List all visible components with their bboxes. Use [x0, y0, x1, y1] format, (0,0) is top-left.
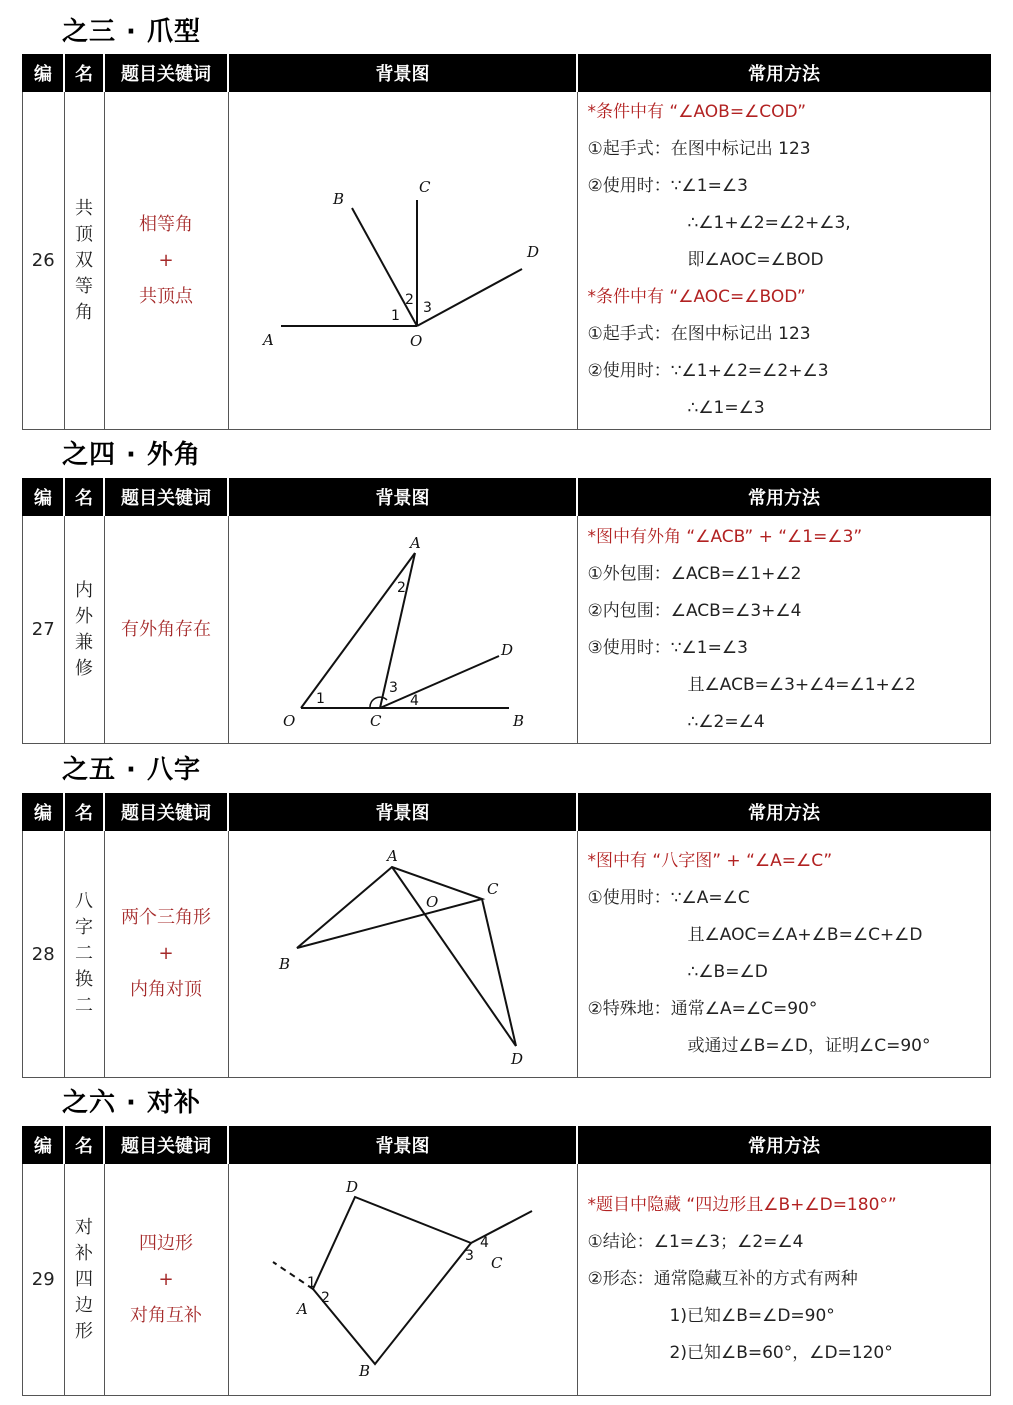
row-keywords: 相等角 + 共顶点 [104, 92, 228, 430]
header-keyword: 题目关键词 [104, 55, 228, 92]
header-method: 常用方法 [577, 55, 991, 92]
row-number: 28 [23, 831, 65, 1078]
exterior-angle-figure [229, 516, 576, 739]
header-keyword: 题目关键词 [104, 479, 228, 516]
method-table [22, 478, 991, 744]
table-header [23, 1127, 991, 1164]
figure-eight-figure [229, 831, 576, 1073]
cyclic-quadrilateral-figure [229, 1164, 576, 1391]
label-D: D [527, 243, 540, 261]
method-table [22, 1126, 991, 1396]
row-number: 27 [23, 516, 65, 744]
label-C: C [370, 712, 382, 730]
angle-3: 3 [465, 1248, 474, 1264]
row-name: 对 补 四 边 形 [64, 1164, 104, 1396]
header-num: 编 [23, 479, 65, 516]
table-header [23, 794, 991, 831]
header-num: 编 [23, 794, 65, 831]
header-method: 常用方法 [577, 794, 991, 831]
row-keywords: 有外角存在 [104, 516, 228, 744]
row-name: 八 字 二 换 二 [64, 831, 104, 1078]
header-name: 名 [64, 794, 104, 831]
header-num: 编 [23, 55, 65, 92]
label-A: A [410, 534, 421, 552]
label-D: D [511, 1050, 524, 1068]
section-title: 之六 · 对补 [62, 1088, 201, 1118]
angle-2: 2 [405, 292, 414, 308]
row-figure [228, 92, 577, 430]
label-O: O [410, 332, 423, 350]
header-num: 编 [23, 1127, 65, 1164]
header-figure: 背景图 [228, 794, 577, 831]
label-B: B [513, 712, 525, 730]
header-figure: 背景图 [228, 1127, 577, 1164]
label-C: C [419, 178, 431, 196]
row-number: 26 [23, 92, 65, 430]
angle-1: 1 [316, 691, 325, 707]
header-keyword: 题目关键词 [104, 794, 228, 831]
angle-1: 1 [307, 1275, 316, 1291]
method-table [22, 54, 991, 430]
table-row [23, 516, 991, 744]
angle-4: 4 [480, 1235, 489, 1251]
row-figure [228, 516, 577, 744]
row-figure [228, 831, 577, 1078]
table-row [23, 831, 991, 1078]
label-C: C [491, 1254, 503, 1272]
row-method: *图中有外角 “∠ACB” + “∠1=∠3” ①外包围：∠ACB=∠1+∠2 ②内包围：∠ACB=∠3+∠4 ③使用时：∵∠1=∠3 且∠ACB=∠3+∠4=∠1+∠2 ∴∠2=∠4 [577, 516, 991, 744]
label-B: B [333, 190, 345, 208]
row-method: *题目中隐藏 “四边形且∠B+∠D=180°” ①结论：∠1=∠3；∠2=∠4 ②形态：通常隐藏互补的方式有两种 1)已知∠B=∠D=90° 2)已知∠B=60°，∠D=120° [577, 1164, 991, 1396]
angle-4: 4 [410, 693, 419, 709]
table-row [23, 1164, 991, 1396]
label-A: A [387, 847, 398, 865]
header-name: 名 [64, 479, 104, 516]
table-header [23, 55, 991, 92]
angle-3: 3 [389, 680, 398, 696]
label-B: B [359, 1362, 371, 1380]
claw-angle-figure [229, 92, 576, 425]
label-C: C [487, 880, 499, 898]
angle-2: 2 [321, 1290, 330, 1306]
table-header [23, 479, 991, 516]
label-A: A [263, 331, 274, 349]
label-D: D [346, 1178, 359, 1196]
label-B: B [279, 955, 291, 973]
header-figure: 背景图 [228, 55, 577, 92]
label-O: O [283, 712, 296, 730]
label-D: D [501, 641, 514, 659]
header-name: 名 [64, 1127, 104, 1164]
row-figure [228, 1164, 577, 1396]
header-keyword: 题目关键词 [104, 1127, 228, 1164]
row-name: 内 外 兼 修 [64, 516, 104, 744]
angle-2: 2 [397, 580, 406, 596]
angle-1: 1 [391, 308, 400, 324]
section-title: 之四 · 外角 [62, 440, 201, 470]
row-keywords: 两个三角形 + 内角对顶 [104, 831, 228, 1078]
method-table [22, 793, 991, 1078]
row-keywords: 四边形 + 对角互补 [104, 1164, 228, 1396]
label-O: O [426, 893, 439, 911]
row-method: *图中有 “八字图” + “∠A=∠C” ①使用时：∵∠A=∠C 且∠AOC=∠A+∠B=∠C+∠D ∴∠B=∠D ②特殊地：通常∠A=∠C=90° 或通过∠B=∠D，证明∠C=90° [577, 831, 991, 1078]
row-name: 共 顶 双 等 角 [64, 92, 104, 430]
table-row [23, 92, 991, 430]
header-figure: 背景图 [228, 479, 577, 516]
header-name: 名 [64, 55, 104, 92]
row-method: *条件中有 “∠AOB=∠COD” ①起手式：在图中标记出 123 ②使用时：∵∠1=∠3 ∴∠1+∠2=∠2+∠3, 即∠AOC=∠BOD *条件中有 “∠AOC=∠BOD” ①起手式：在图中标记出 123 ②使用时：∵∠1+∠2=∠2+∠3 ∴∠1=∠3 [577, 92, 991, 430]
header-method: 常用方法 [577, 479, 991, 516]
section-title: 之三 · 爪型 [62, 17, 201, 47]
section-title: 之五 · 八字 [62, 755, 201, 785]
angle-3: 3 [423, 300, 432, 316]
label-A: A [297, 1300, 308, 1318]
header-method: 常用方法 [577, 1127, 991, 1164]
row-number: 29 [23, 1164, 65, 1396]
